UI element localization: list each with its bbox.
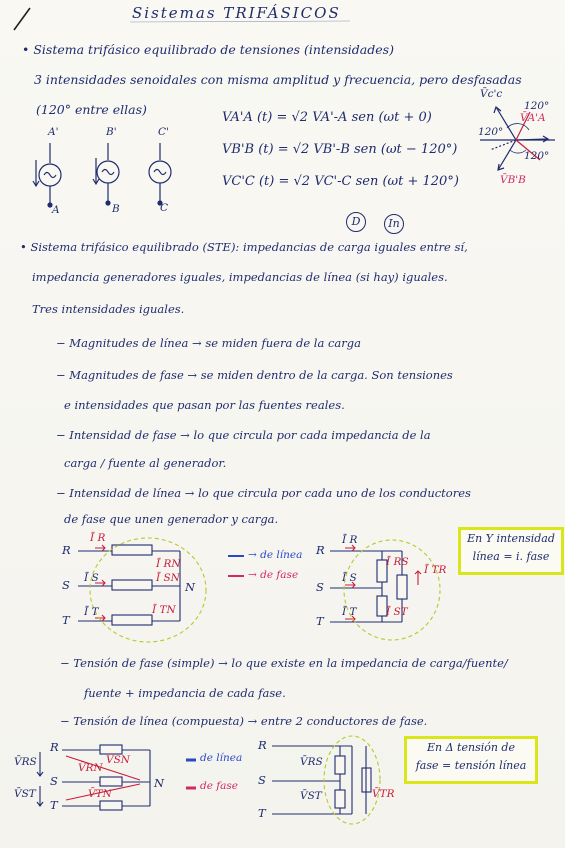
d4-VRS: V̄RS bbox=[300, 756, 323, 768]
pen-stroke bbox=[14, 8, 30, 30]
note1-line1: En Y intensidad bbox=[467, 532, 555, 545]
sec1-line1: • Sistema trifásico equilibrado de tensiones (intensidades) bbox=[22, 42, 394, 57]
sec2-item3b: carga / fuente al generador. bbox=[64, 456, 227, 470]
circle-d: D bbox=[346, 212, 366, 232]
sec2-item3a: − Intensidad de fase → lo que circula por cada impedancia de la bbox=[56, 428, 431, 442]
d4-VST: V̄ST bbox=[300, 790, 322, 802]
phasor-angle-3: 120° bbox=[524, 150, 550, 162]
d1-IR: Ī R bbox=[90, 532, 106, 544]
d2-R: R bbox=[316, 543, 325, 557]
delta-voltage-diagram bbox=[272, 736, 380, 824]
legend1-fase: → de fase bbox=[248, 569, 299, 581]
d2-IR: Ī R bbox=[342, 534, 358, 546]
source-a-top-label: A' bbox=[48, 126, 59, 138]
d1-IRN: Ī RN bbox=[156, 558, 181, 570]
d1-R: R bbox=[62, 543, 71, 557]
d4-VTR: V̄TR bbox=[372, 788, 395, 800]
equation-c: VC'C (t) = √2 VC'-C sen (ωt + 120°) bbox=[222, 174, 459, 189]
sec2-line2: impedancia generadores iguales, impedancias de línea (si hay) iguales. bbox=[32, 270, 448, 284]
legend1-linea: → de línea bbox=[248, 549, 303, 561]
sec1-line2: 3 intensidades senoidales con misma amplitud y frecuencia, pero desfasadas bbox=[34, 72, 522, 87]
phasor-label-b: V̄B'B bbox=[500, 174, 526, 186]
d1-ITN: Ī TN bbox=[152, 604, 176, 616]
sec3-item2: − Tensión de línea (compuesta) → entre 2 conductores de fase. bbox=[60, 714, 428, 728]
d1-ISN: Ī SN bbox=[156, 572, 180, 584]
phasor-angle-1: 120° bbox=[478, 126, 504, 138]
sec2-item1: − Magnitudes de línea → se miden fuera de la carga bbox=[56, 336, 361, 350]
d4-R: R bbox=[258, 738, 267, 752]
sec2-item2a: − Magnitudes de fase → se miden dentro de la carga. Son tensiones bbox=[56, 368, 453, 382]
sec2-line1: • Sistema trifásico equilibrado (STE): impedancias de carga iguales entre sí, bbox=[20, 240, 468, 254]
sec3-item1b: fuente + impedancia de cada fase. bbox=[84, 686, 286, 700]
page-title: Sistemas TRIFÁSICOS bbox=[132, 4, 341, 22]
d1-S: S bbox=[62, 578, 70, 592]
source-a-bottom-label: A bbox=[52, 204, 60, 216]
note2-line2: fase = tensión línea bbox=[415, 759, 527, 772]
source-b-bottom-label: B bbox=[112, 203, 120, 215]
d3-VSN: V̄SN bbox=[106, 754, 130, 766]
d3-VRN: V̄RN bbox=[78, 762, 103, 774]
d3-VTN: V̄TN bbox=[88, 788, 112, 800]
source-c-bottom-label: C bbox=[160, 202, 169, 214]
d3-VRS: V̄RS bbox=[14, 756, 37, 768]
d1-T: T bbox=[62, 613, 70, 627]
legend2-arrows bbox=[186, 760, 196, 788]
sec1-line3: (120° entre ellas) bbox=[36, 102, 147, 117]
equation-a: VA'A (t) = √2 VA'-A sen (ωt + 0) bbox=[222, 110, 432, 125]
source-b bbox=[93, 143, 119, 205]
legend1-arrows bbox=[228, 556, 244, 576]
circle-in: In bbox=[384, 214, 404, 234]
d2-IS: Ī S bbox=[342, 572, 357, 584]
legend2-fase: de fase bbox=[200, 780, 239, 792]
d2-IST: Ī ST bbox=[386, 606, 408, 618]
d4-T: T bbox=[258, 806, 266, 820]
source-b-top-label: B' bbox=[106, 126, 117, 138]
delta-load-diagram bbox=[330, 540, 440, 640]
d3-R: R bbox=[50, 740, 59, 754]
note1-line2: línea = i. fase bbox=[472, 550, 550, 563]
note-delta-voltage bbox=[404, 736, 538, 784]
d2-IT: Ī T bbox=[342, 606, 357, 618]
phasor-label-a: V̄A'A bbox=[520, 112, 546, 124]
source-a bbox=[33, 143, 61, 207]
d3-S: S bbox=[50, 774, 58, 788]
sec2-item4a: − Intensidad de línea → lo que circula por cada uno de los conductores bbox=[56, 486, 471, 500]
sec2-item2b: e intensidades que pasan por las fuentes reales. bbox=[64, 398, 345, 412]
d3-VST: V̄ST bbox=[14, 788, 36, 800]
source-c bbox=[149, 143, 171, 205]
note-star-current bbox=[458, 527, 564, 575]
phasor-label-c: V̄c'c bbox=[480, 88, 503, 100]
d1-IS: Ī S bbox=[84, 572, 99, 584]
sec2-item4b: de fase que unen generador y carga. bbox=[64, 512, 279, 526]
sec3-item1a: − Tensión de fase (simple) → lo que existe en la impedancia de carga/fuente/ bbox=[60, 656, 508, 670]
d2-S: S bbox=[316, 580, 324, 594]
d4-S: S bbox=[258, 773, 266, 787]
d3-T: T bbox=[50, 798, 58, 812]
source-c-top-label: C' bbox=[158, 126, 169, 138]
d1-N: N bbox=[185, 580, 196, 594]
phasor-angle-2: 120° bbox=[524, 100, 550, 112]
sec2-line3: Tres intensidades iguales. bbox=[32, 302, 185, 316]
equation-b: VB'B (t) = √2 VB'-B sen (ωt − 120°) bbox=[222, 142, 458, 157]
note2-line1: En Δ tensión de bbox=[427, 741, 515, 754]
d2-T: T bbox=[316, 614, 324, 628]
d3-N: N bbox=[154, 776, 165, 790]
legend2-linea: de línea bbox=[200, 752, 243, 764]
d1-IT: Ī T bbox=[84, 606, 99, 618]
d2-ITR: Ī TR bbox=[424, 564, 447, 576]
d2-IRS: Ī RS bbox=[386, 556, 409, 568]
